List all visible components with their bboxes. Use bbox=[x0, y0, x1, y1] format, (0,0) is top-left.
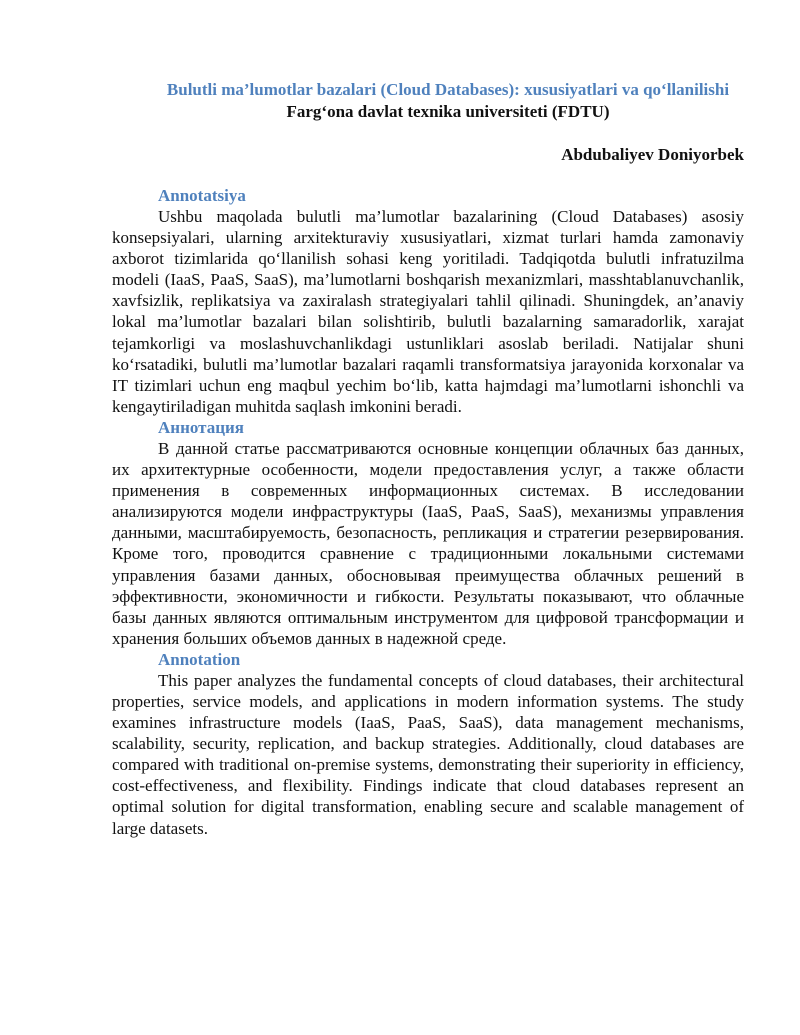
affiliation: Farg‘ona davlat texnika universiteti (FDTU) bbox=[286, 102, 610, 121]
abstract-uz bbox=[112, 185, 744, 417]
abstract-uz-text: Ushbu maqolada bulutli ma’lumotlar bazalarining (Cloud Databases) asosiy konsepsiyalari, ularning arxitekturaviy xususiyatlari, xizmat turlari hamda zamonaviy axborot tizimlarida qo‘llanilish sohasi keng yoritiladi. Tadqiqotda bulutli infratuzilma modeli (IaaS, PaaS, SaaS), ma’lumotlarni boshqarish mexanizmlari, masshtablanuvchanlik, xavfsizlik, replikatsiya va zaxiralash strategiyalari tahlil qilinadi. Shuningdek, an’anaviy lokal ma’lumotlar bazalari bilan solishtirib, bulutli bazalarning samaradorlik, xarajat tejamkorligi va moslashuvchanlikdagi ustunliklari asoslab beriladi. Natijalar shuni ko‘rsatadiki, bulutli ma’lumotlar bazalari raqamli transformatsiya jarayonida korxonalar va IT tizimlari uchun eng maqbul yechim bo‘lib, katta hajmdagi ma’lumotlarni ishonchli va kengaytiriladigan muhitda saqlash imkonini beradi. bbox=[112, 207, 744, 416]
abstract-ru bbox=[112, 417, 744, 649]
abstract-ru-text: В данной статье рассматриваются основные концепции облачных баз данных, их архитектурные особенности, модели предоставления услуг, а также области применения в современных информационных системах. В исследовании анализируются модели инфраструктуры (IaaS, PaaS, SaaS), механизмы управления данными, масштабируемость, безопасность, репликация и стратегии резервирования. Кроме того, проводится сравнение с традиционными локальными системами управления базами данных, обосновывая преимущества облачных решений в эффективности, экономичности и гибкости. Результаты показывают, что облачные базы данных являются оптимальным инструментом для цифровой трансформации и хранения больших объемов данных в надежной среде. bbox=[112, 438, 744, 648]
section-heading-annotatsiya-ru: Аннотация bbox=[158, 417, 244, 437]
paper-title: Bulutli ma’lumotlar bazalari (Cloud Databases): xususiyatlari va qo‘llanilishi bbox=[166, 80, 730, 99]
abstract-en-text: This paper analyzes the fundamental concepts of cloud databases, their architectural properties, service models, and applications in modern information systems. The study examines infrastructure models (IaaS, PaaS, SaaS), data management mechanisms, scalability, security, replication, and backup strategies. Additionally, cloud databases are compared with traditional on-premise systems, demonstrating their superiority in efficiency, cost-effectiveness, and flexibility. Findings indicate that cloud databases represent an optimal solution for digital transformation, enabling secure and scalable management of large datasets. bbox=[112, 670, 744, 838]
author-name: Abdubaliyev Doniyorbek bbox=[561, 145, 744, 164]
section-heading-annotation: Annotation bbox=[158, 649, 241, 669]
abstract-en bbox=[112, 649, 744, 839]
section-heading-annotatsiya: Annotatsiya bbox=[158, 186, 246, 205]
